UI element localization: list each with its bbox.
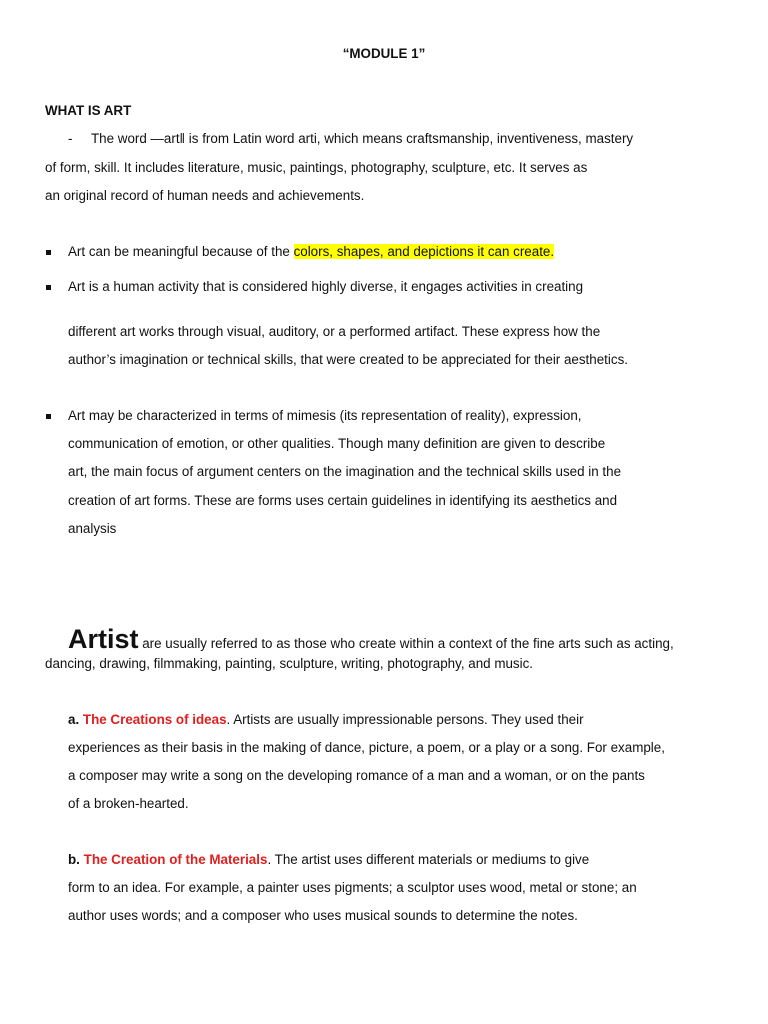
page-title: “MODULE 1” bbox=[342, 46, 426, 61]
bullet-3-line-5: analysis bbox=[68, 521, 117, 536]
item-b-title: The Creation of the Materials bbox=[83, 852, 268, 867]
artist-rest: are usually referred to as those who create within a context of the fine arts such as acting, bbox=[138, 636, 674, 651]
item-a-line-4: of a broken-hearted. bbox=[68, 796, 189, 811]
artist-paragraph bbox=[68, 624, 674, 659]
bullet-1 bbox=[68, 244, 554, 260]
bullet-3-line-3: art, the main focus of argument centers on the imagination and the technical skills used in the bbox=[68, 464, 622, 479]
item-b-rest: . The artist uses different materials or mediums to give bbox=[267, 852, 590, 867]
item-b-line-2: form to an idea. For example, a painter uses pigments; a sculptor uses wood, metal or stone; an bbox=[68, 880, 637, 895]
artist-line-2: dancing, drawing, filmmaking, painting, sculpture, writing, photography, and music. bbox=[45, 656, 534, 671]
bullet-3-line-4: creation of art forms. These are forms uses certain guidelines in identifying its aesthetics and bbox=[68, 493, 618, 508]
item-b-letter: b. bbox=[68, 852, 80, 867]
item-a-letter: a. bbox=[68, 712, 80, 727]
bullet-3-line-1: Art may be characterized in terms of mimesis (its representation of reality), expression, bbox=[68, 408, 582, 423]
bullet-marker bbox=[46, 414, 51, 419]
bullet-marker bbox=[46, 250, 51, 255]
item-a-line-3: a composer may write a song on the developing romance of a man and a woman, or on the pants bbox=[68, 768, 645, 783]
bullet-2-line-1: Art is a human activity that is considered highly diverse, it engages activities in creating bbox=[68, 279, 584, 294]
item-b-line-1 bbox=[68, 852, 589, 868]
intro-dash: - bbox=[68, 131, 73, 146]
bullet-2-line-3: author’s imagination or technical skills, that were created to be appreciated for their aesthetics. bbox=[68, 352, 628, 367]
item-a-title: The Creations of ideas bbox=[82, 712, 227, 727]
item-a-line-2: experiences as their basis in the making of dance, picture, a poem, or a play or a song. For example, bbox=[68, 740, 665, 755]
item-a-line-1 bbox=[68, 712, 584, 728]
bullet-3-line-2: communication of emotion, or other qualities. Though many definition are given to describe bbox=[68, 436, 606, 451]
intro-line-2: of form, skill. It includes literature, music, paintings, photography, sculpture, etc. It serves as bbox=[45, 160, 588, 175]
section-heading: WHAT IS ART bbox=[45, 103, 132, 118]
bullet-2-line-2: different art works through visual, auditory, or a performed artifact. These express how the bbox=[68, 324, 601, 339]
bullet-marker bbox=[46, 285, 51, 290]
item-a-rest: . Artists are usually impressionable persons. They used their bbox=[226, 712, 584, 727]
artist-word: Artist bbox=[68, 624, 139, 654]
intro-line-1: The word ―artǁ is from Latin word arti, which means craftsmanship, inventiveness, mastery bbox=[91, 131, 634, 146]
bullet-1-highlight: colors, shapes, and depictions it can create. bbox=[293, 244, 555, 259]
item-b-line-3: author uses words; and a composer who uses musical sounds to determine the notes. bbox=[68, 908, 578, 923]
intro-line-3: an original record of human needs and achievements. bbox=[45, 188, 365, 203]
bullet-1-text: Art can be meaningful because of the bbox=[68, 244, 294, 259]
